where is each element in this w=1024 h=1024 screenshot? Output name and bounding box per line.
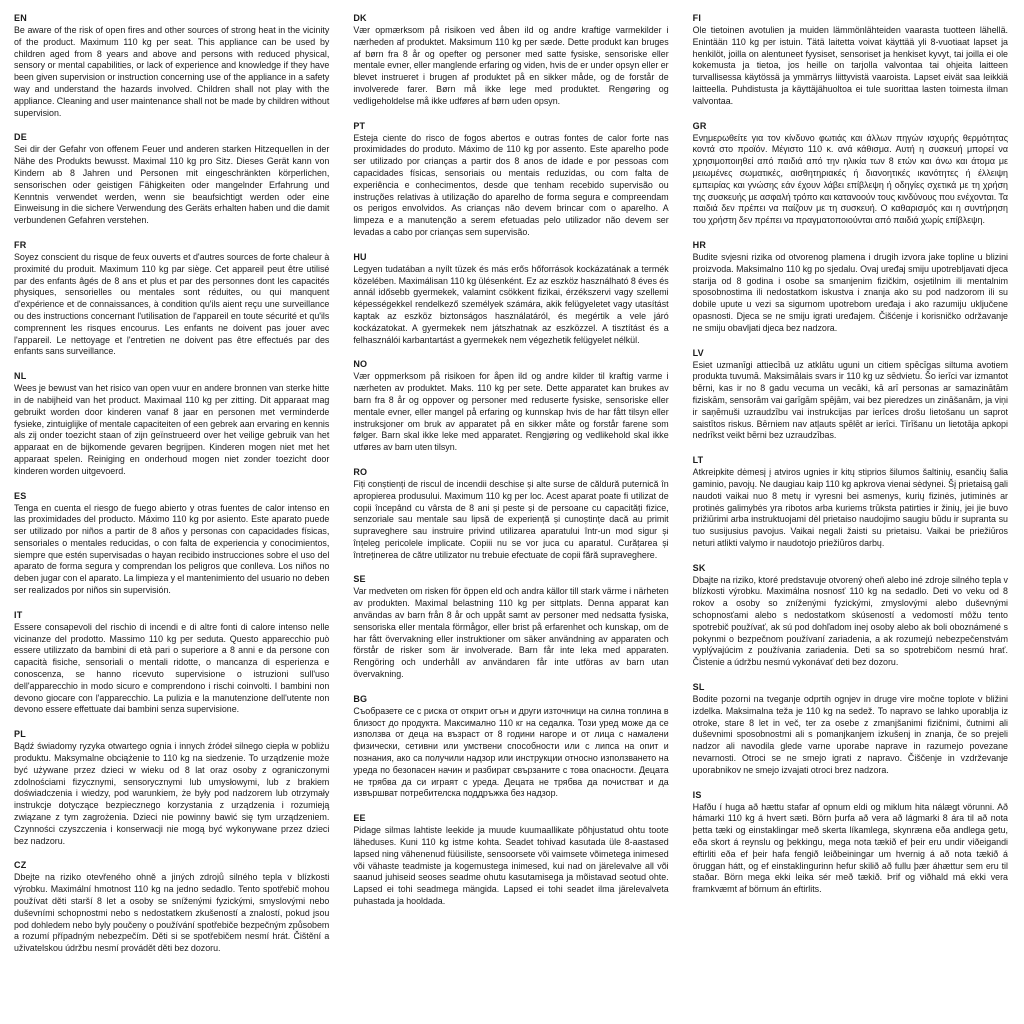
safety-text: Atkreipkite dėmesį į atviros ugnies ir kitų stiprios šilumos šaltinių, esančių šalia gaminio, pavojų. Ne daugiau kaip 110 kg apkrova vienai sėdynei. Šį prietaisą gali naudoti vaikai nuo 8 metų ir vyresni bei asmenys, kurių fizinės, jutiminės ar protinės galimybės yra ribotos arba kuriems trūksta patirties ir žinių, jei jie buvo prižiūrimi arba instruktuojami dėl prietaiso naudojimo saugiu būdu ir supranta su tuo susijusius pavojus. Vaikai negali žaisti su prietaisu. Vaikai be priežiūros neturi atlikti valymo ir naudotojo priežiūros darbų. (692, 467, 1008, 548)
language-section (14, 371, 329, 477)
language-section (693, 13, 1008, 108)
language-code-heading: SE (353, 574, 366, 585)
language-code-heading: DK (353, 13, 367, 23)
safety-text: Dbejte na riziko otevřeného ohně a jiných zdrojů silného tepla v blízkosti výrobku. Maximální hmotnost 110 kg na jedno sedadlo. Tento spotřebič mohou používat děti starší 8 let a osoby se sníženými fyzickými, smyslovými nebo duševními schopnostmi nebo s nedostatkem zkušeností a znalostí, pokud jsou pod dohledem nebo byly poučeny o používání spotřebiče bezpečným způsobem a rozumí případným nebezpečím. Děti si se spotřebičem nesmí hrát. Čištění a uživatelskou údržbu nesmí provádět děti bez dozoru. (14, 872, 330, 954)
language-section (14, 13, 329, 119)
language-section (693, 240, 1008, 335)
safety-text: Dbajte na riziko, ktoré predstavuje otvorený oheň alebo iné zdroje silného tepla v blízkosti výrobku. Maximálna nosnosť 110 kg na sedadlo. Deti vo veku od 8 rokov a osoby so zníženými fyzickými, zmyslovými alebo duševnými schopnosťami alebo s nedostatkom skúseností a vedomostí môžu tento spotrebič používať, ak sú pod dohľadom inej osoby alebo ak boli oboznámené s pokynmi o bezpečnom používaní zariadenia, a ak rozumejú nebezpečenstvám vyplývajúcim z používania zariadenia. Deti sa so spotrebičom nesmú hrať. Čistenie a údržbu nesmú vykonávať deti bez dozoru. (692, 574, 1008, 668)
safety-text: Essere consapevoli del rischio di incendi e di altre fonti di calore intenso nelle vicinanze del prodotto. Massimo 110 kg per seduta. Questo apparecchio può essere utilizzato da bambini di età pari o superiore a 8 anni e da persone con capacità fisiche, sensoriali o mentali ridotte, o mancanza di esperienza e conoscenza, se hanno ricevuto supervisione o istruzioni sull'uso dell'apparecchio in modo sicuro e comprendono i rischi coinvolti. I bambini non devono giocare con l'apparecchio. La pulizia e la manutenzione dell'utente non devono essere effettuate dai bambini senza supervisione. (14, 621, 330, 715)
safety-text: Vær opmærksom på risikoen ved åben ild og andre kraftige varmekilder i nærheden af produktet. Maksimum 110 kg per sæde. Dette produkt kan bruges af børn fra 8 år og opefter og personer med satte fysiske, sensoriske eller mentale evner, eller manglende erfaring og viden, hvis de er under opsyn eller er blevet instrueret i brugen af produktet på en sikker måde, og de forstår de involverede farer. Børn må ikke lege med produktet. Rengøring og vedligeholdelse må ikke udføres af børn uden opsyn. (353, 25, 669, 106)
language-section (693, 682, 1008, 777)
language-section (353, 13, 668, 108)
safety-text: Hafðu í huga að hættu stafar af opnum eldi og miklum hita nálægt vörunni. Að hámarki 110 kg á hvert sæti. Börn þurfa að vera að lágmarki 8 ára til að nota þetta tæki og einstaklingar með skerta líkamlega, skynræna eða andlega getu, eða skort á reynslu og þekkingu, mega nota tækið ef þeir eru undir viðeigandi eftirliti eða ef þeir hafa fengið leiðbeiningar um hvernig á að nota tækið á öruggan hátt, og ef einstaklingurinn hefur skilið að fullu þær áhættur sem eru til staðar. Börn mega ekki leika sér með tækið. Þrif og viðhald má ekki vera framkvæmt af börnum án eftirlits. (692, 801, 1008, 895)
language-section (693, 348, 1008, 443)
language-code-heading: SL (692, 682, 705, 693)
language-section (353, 574, 668, 680)
safety-text: Legyen tudatában a nyílt tüzek és más erős hőforrások kockázatának a termék közelében. Maximálisan 110 kg ülésenként. Ez az eszköz használható 8 éves és annál idősebb gyermekek, valamint csökkent fizikai, érzékszervi vagy szellemi képességekkel rendelkező személyek számára, akik felügyeletet vagy utasítást kaptak az eszköz biztonságos használatáról, és megértik a vele járó kockázatokat. A gyermekek nem játszhatnak az eszközzel. A tisztítást és a felhasználói karbantartást a gyermekek nem végezhetik felügyelet nélkül. (353, 263, 669, 345)
language-section (14, 240, 329, 358)
language-code-heading: LV (692, 347, 704, 358)
safety-text: Be aware of the risk of open fires and other sources of strong heat in the vicinity of the product. Maximum 110 kg per seat. This appliance can be used by children aged from 8 years and above and persons with reduced physical, sensory or mental capabilities, or lack of experience and knowledge if they have been given supervision or instruction concerning use of the appliance in a safety way and understand the hazards involved. Children shall not play with the appliance. Cleaning and user maintenance shall not be made by children without supervision. (14, 25, 330, 118)
language-code-heading: FI (692, 13, 702, 23)
language-code-heading: PL (14, 729, 26, 740)
safety-text: Esiet uzmanīgi attiecībā uz atklātu uguni un citiem spēcīgas siltuma avotiem produkta tuvumā. Maksimālais svars ir 110 kg uz sēdvietu. Šo ierīci var izmantot bērni, kas ir no 8 gadu vecuma un vecāki, kā arī personas ar samazinātām fiziskām, sensorām vai garīgām spējām, vai bez pieredzes un zināšanām, ja viņi ir saņēmuši uzraudzību vai instrukcijas par ierīces drošu lietošanu un saprot saistītos riskus. Bērniem nav atļauts spēlēt ar ierīci. Tīrīšanu un lietotāja apkopi nedrīkst veikt bērni bez uzraudzības. (692, 359, 1008, 441)
language-code-heading: SK (692, 562, 706, 573)
language-section (353, 359, 668, 454)
language-code-heading: IS (692, 789, 702, 800)
language-code-heading: RO (353, 466, 368, 477)
safety-text: Bądź świadomy ryzyka otwartego ognia i innych źródeł silnego ciepła w pobliżu produktu. Maksymalne obciążenie to 110 kg na siedzenie. To urządzenie może być używane przez dzieci w wieku od 8 lat oraz osoby z ograniczonymi zdolnościami fizycznymi, sensorycznymi lub umysłowymi, lub z brakiem doświadczenia i wiedzy, pod warunkiem, że były pod nadzorem lub otrzymały instrukcje dotyczące bezpiecznego korzystania z urządzenia i rozumieją związane z tym zagrożenia. Dzieci nie powinny bawić się tym urządzeniem. Czynności czyszczenia i konserwacji nie mogą być wykonywane przez dzieci bez nadzoru. (14, 741, 330, 846)
language-section (693, 121, 1008, 227)
language-section (693, 790, 1008, 896)
column-2 (353, 13, 668, 1014)
safety-text: Bodite pozorni na tveganje odprtih ognjev in druge vire močne toplote v bližini izdelka. Maksimalna teža je 110 kg na sedež. To napravo se lahko uporablja iz otroke, stare 8 let in več, ter za osebe z zmanjšanimi fizičnimi, čutnimi ali duševnimi sposobnostmi ali s pomanjkanjem izkušenj in znanja, če so prejeli nadzor ali navodila glede varne uporabe naprave in razumejo povezane nevarnosti. Otroci se ne smejo igrati z napravo. Čiščenje in vzdrževanje uporabnikov ne smejo izvajati otroci brez nadzora. (692, 694, 1008, 775)
language-code-heading: DE (14, 132, 27, 143)
column-1 (14, 13, 329, 1014)
language-section (353, 121, 668, 239)
language-section (14, 132, 329, 227)
safety-text: Esteja ciente do risco de fogos abertos e outras fontes de calor forte nas proximidades do produto. Máximo de 110 kg por assento. Este aparelho pode ser utilizado por crianças a partir dos 8 anos de idade e por pessoas com capacidades físicas, sensoriais ou mentais reduzidas, ou com falta de experiência e conhecimentos, desde que tenham recebido supervisão ou instruções relativas à utilização do aparelho de forma segura e compreendam os perigos envolvidos. As crianças não devem brincar com o aparelho. A limpeza e a manutenção a serem efetuadas pelo utilizador não devem ser levadas a cabo por crianças sem supervisão. (353, 132, 669, 237)
language-code-heading: HU (353, 251, 367, 262)
safety-text: Budite svjesni rizika od otvorenog plamena i drugih izvora jake topline u blizini proizvoda. Maksimalno 110 kg po sjedalu. Ovaj uređaj smiju upotrebljavati djeca starija od 8 godina i osobe sa smanjenim fizičkim, osjetilnim ili mentalnim sposobnostima ili nedostatkom iskustva i znanja ako su pod nadzorom ili su dobile upute u vezi sa sigurnom upotrebom uređaja i ako razumiju uključene opasnosti. Djeca se ne smiju igrati uređajem. Čišćenje i korisničko održavanje ne smiju obavljati djeca bez nadzora. (692, 251, 1008, 333)
safety-text: Tenga en cuenta el riesgo de fuego abierto y otras fuentes de calor intenso en las proximidades del producto. Máximo 110 kg por asiento. Este aparato puede ser utilizado por niños a partir de 8 años y personas con capacidades físicas, sensoriales o mentales reducidas, o con falta de experiencia y conocimientos, siempre que estén supervisadas o hayan recibido instrucciones sobre el uso del aparato de forma segura y comprendan los peligros que conlleva. Los niños no deben jugar con el aparato. La limpieza y el mantenimiento del usuario no deben ser realizados por niños sin supervisión. (14, 502, 330, 596)
language-code-heading: IT (14, 609, 23, 620)
safety-text: Съобразете се с риска от открит огън и други източници на силна топлина в близост до продукта. Максимално 110 кг на седалка. Този уред може да се използва от деца на възраст от 8 години нагоре и от лица с намалени физически, сетивни или умствени способности или с липса на опит и познания, ако са получили надзор или инструкции относно използването на уреда по безопасен начин и разбират свързаните с това опасности. Децата не трябва да си играят с уреда. Децата не трябва да почистват и да извършват потребителска поддръжка без надзор. (353, 705, 669, 799)
safety-text: Ενημερωθείτε για τον κίνδυνο φωτιάς και άλλων πηγών ισχυρής θερμότητας κοντά στο προϊόν. Μέγιστο 110 κ. ανά κάθισμα. Αυτή η συσκευή μπορεί να χρησιμοποιηθεί από παιδιά από την ηλικία των 8 ετών και άνω και άτομα με μειωμένες σωματικές, αισθητηριακές ή διανοητικές ικανότητες ή έλλειψη εμπειρίας και γνώσης εάν έχουν λάβει επίβλεψη ή οδηγίες σχετικά με τη χρήση της συσκευής με ασφαλή τρόπο και κατανοούν τους κινδύνους που ενέχονται. Τα παιδιά δεν πρέπει να παίζουν με τη συσκευή. Ο καθαρισμός και η συντήρηση του χρήστη δεν πρέπει να πραγματοποιούνται από παιδιά χωρίς επίβλεψη. (692, 132, 1008, 226)
safety-text: Fiți conștienți de riscul de incendii deschise și alte surse de căldură puternică în apropierea produsului. Maximum 110 kg per loc. Acest aparat poate fi utilizat de copii începând cu vârsta de 8 ani și peste și de persoane cu capacități fizice, senzoriale sau mentale sau lipsă de experiență și cunoștințe dacă au primit supraveghere sau instruire privind utilizarea aparatului într-un mod sigur și înțeleg pericolele implicate. Copiii nu se vor juca cu aparatul. Curățarea și întreținerea de către utilizator nu trebuie efectuate de copii fără supraveghere. (353, 478, 669, 560)
language-code-heading: NO (353, 359, 368, 370)
language-code-heading: PT (353, 120, 366, 131)
safety-text: Wees je bewust van het risico van open vuur en andere bronnen van sterke hitte in de nabijheid van het product. Maximaal 110 kg per zitting. Dit apparaat mag gebruikt worden door kinderen vanaf 8 jaar en personen met verminderde fysieke, zintuiglijke of mentale capaciteiten of een gebrek aan ervaring en kennis als zij onder toezicht staan of zijn geïnstrueerd over het veilige gebruik van het apparaat en de bijkomende gevaren begrijpen. Kinderen mogen niet met het apparaat spelen. Reiniging en onderhoud mogen niet zonder toezicht door kinderen worden uitgevoerd. (14, 383, 330, 476)
language-section (353, 467, 668, 562)
language-section (693, 455, 1008, 550)
safety-text: Vær oppmerksom på risikoen for åpen ild og andre kilder til kraftig varme i nærheten av produktet. Maks. 110 kg per sete. Dette apparatet kan brukes av barn fra 8 år og oppover og personer med reduserte fysiske, sensoriske eller mentale evner, eller mangel på erfaring og kunnskap hvis de har fått tilsyn eller instruksjoner om bruk av apparatet på en sikker måte og forstår farene som følger. Barn skal ikke leke med apparatet. Rengjøring og vedlikehold skal ikke utføres av barn uten tilsyn. (353, 371, 669, 453)
language-code-heading: GR (692, 120, 707, 131)
language-code-heading: EN (14, 13, 27, 23)
safety-text: Pidage silmas lahtiste leekide ja muude kuumaallikate põhjustatud ohtu toote läheduses. Kuni 110 kg istme kohta. Seadet tohivad kasutada üle 8-aastased lapsed ning vähenenud füüsiliste, sensoorsete või vaimsete võimetega inimesed või vähaste teadmiste ja kogemustega inimesed, kui nad on järelevalve all või saanud juhiseid seoses seadme ohutu kasutamisega ja mõistavad seotud ohte. Lapsed ei tohi seadmega mängida. Lapsed ei tohi seadet ilma järelevalveta puhastada ja hooldada. (353, 825, 669, 907)
language-section (353, 694, 668, 800)
language-section (14, 491, 329, 597)
language-section (14, 610, 329, 716)
language-code-heading: EE (353, 813, 366, 824)
column-3 (693, 13, 1008, 1014)
safety-text: Var medveten om risken för öppen eld och andra källor till stark värme i närheten av produkten. Maximal belastning 110 kg per sittplats. Denna apparat kan användas av barn från 8 år och uppåt samt av personer med nedsatta fysiska, sensoriska eller mentala förmågor, eller brist på erfarenhet och kunskap, om de har fått övervakning eller instruktioner om säker användning av apparaten och förstår de risker som är involverade. Barn får inte leka med apparaten. Rengöring och underhåll av användaren får inte utföras av barn utan övervakning. (353, 586, 669, 680)
safety-text: Ole tietoinen avotulien ja muiden lämmönlähteiden vaarasta tuotteen lähellä. Enintään 110 kg per istuin. Tätä laitetta voivat käyttää yli 8-vuotiaat lapset ja henkilöt, joilla on alentuneet fyysiset, sensoriset ja henkiset kyvyt, tai joilla ei ole kokemusta ja tietoa, jos heille on tarjolla valvontaa tai ohjeita laitteen turvallisessa käytössä ja ymmärrys liittyvistä vaaroista. Lapset eivät saa leikkiä laitteella. Puhdistusta ja käyttäjähuoltoa ei tule suorittaa lasten toimesta ilman valvontaa. (692, 25, 1008, 106)
language-section (693, 563, 1008, 669)
language-code-heading: LT (692, 455, 704, 466)
language-code-heading: HR (692, 239, 707, 250)
language-code-heading: ES (14, 490, 27, 501)
language-section (353, 813, 668, 908)
safety-text: Soyez conscient du risque de feux ouverts et d'autres sources de forte chaleur à proximité du produit. Maximum 110 kg par siège. Cet appareil peut être utilisé par des enfants âgés de 8 ans et plus et par des personnes dont les capacités physiques, sensorielles ou mentales sont réduites, ou qui manquent d'expérience et de connaissances, à condition qu'ils aient reçu une surveillance ou des instructions concernant l'utilisation de l'appareil en toute sécurité et qu'ils comprennent les risques encourus. Les enfants ne doivent pas jouer avec l'appareil. Le nettoyage et l'entretien ne doivent pas être effectués par des enfants sans surveillance. (14, 251, 330, 357)
language-section (353, 252, 668, 347)
language-section (14, 860, 329, 955)
language-code-heading: BG (353, 693, 368, 704)
language-code-heading: FR (14, 239, 27, 250)
language-code-heading: NL (14, 371, 27, 382)
language-section (14, 729, 329, 847)
language-code-heading: CZ (14, 860, 27, 871)
safety-text: Sei dir der Gefahr von offenem Feuer und anderen starken Hitzequellen in der Nähe des Produkts bewusst. Maximal 110 kg pro Sitz. Dieses Gerät kann von Kindern ab 8 Jahren und Personen mit eingeschränkten körperlichen, sensorischen oder geistigen Fähigkeiten oder mangelnder Erfahrung und Kenntnis verwendet werden, wenn sie beaufsichtigt werden oder eine Einweisung in die sichere Verwendung des Geräts erhalten haben und die damit verbundenen Gefahren verstehen. (14, 144, 330, 226)
